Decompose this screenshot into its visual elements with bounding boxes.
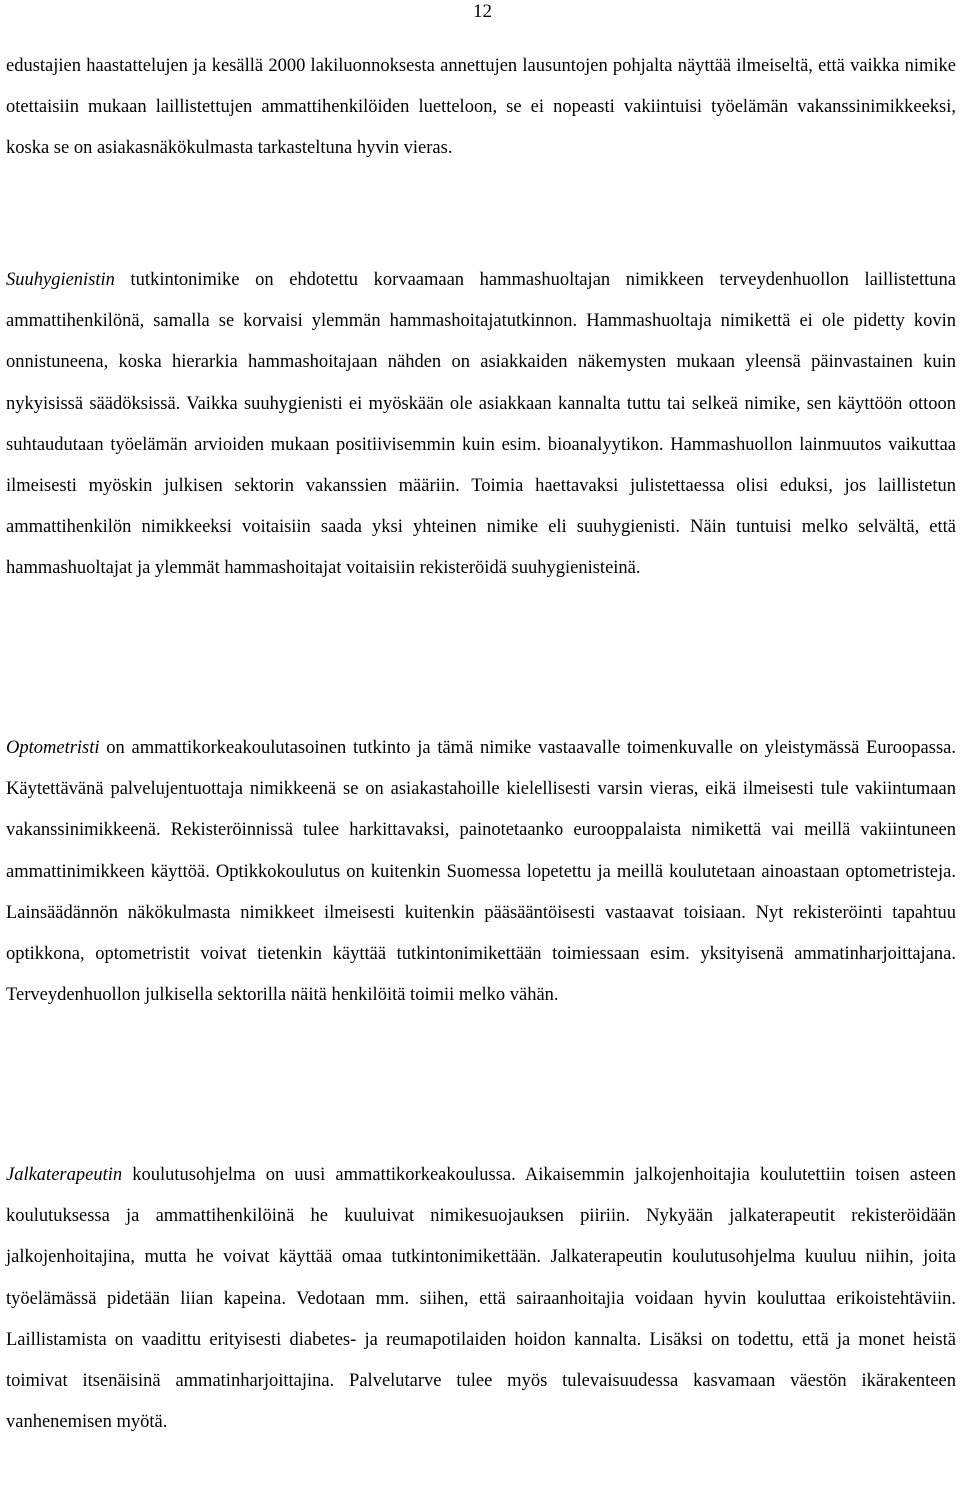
paragraph-text: tutkintonimike on ehdotettu korvaamaan hammashuoltajan nimikkeen terveydenhuollon laillistettuna ammattihenkilönä, samalla se korvaisi ylemmän hammashoitajatutkinnon. Hammashuoltaja nimikettä ei ole pidetty kovin onnistuneena, koska hierarkia hammashoitajaan nähden on asiakkaiden näkemysten mukaan yleensä päinvastainen kuin nykyisissä säädöksissä. Vaikka suuhygienisti ei myöskään ole asiakkaan kannalta tuttu tai selkeä nimike, sen käyttöön ottoon suhtaudutaan työelämän arvioiden mukaan positiivisemmin kuin esim. bioanalyytikon. Hammashuollon lainmuutos vaikuttaa ilmeisesti myöskin julkisen sektorin vakanssien määriin. Toimia haettavaksi julistettaessa olisi eduksi, jos laillistetun ammattihenkilön nimikkeeksi voitaisiin saada yksi yhteinen nimike eli suuhygienisti. Näin tuntuisi melko selvältä, että hammashuoltajat ja ylemmät hammashoitajat voitaisiin rekisteröidä suuhygienisteinä.	[6, 270, 956, 579]
paragraph-text: on ammattikorkeakoulutasoinen tutkinto ja tämä nimike vastaavalle toimenkuvalle on yleistymässä Euroopassa. Käytettävänä palvelujentuottaja nimikkeenä se on asiakastahoille kielellisesti varsin vieras, eikä ilmeisesti tule vakiintumaan vakanssinimikkeenä. Rekisteröinnissä tulee harkittavaksi, painotetaanko eurooppalaista nimikettä vai meillä vakiintuneen ammattinimikkeen käyttöä. Optikkokoulutus on kuitenkin Suomessa lopetettu ja meillä koulutetaan ainoastaan optometristeja. Lainsäädännön näkökulmasta nimikkeet ilmeisesti kuitenkin pääsääntöisesti vastaavat toisiaan. Nyt rekisteröinti tapahtuu optikkona, optometristit voivat tietenkin käyttää tutkintonimikettään toimiessaan esim. yksityisenä ammatinharjoittajana. Terveydenhuollon julkisella sektorilla näitä henkilöitä toimii melko vähän.	[6, 738, 956, 1006]
paragraph-optometristi	[6, 728, 956, 1016]
term-optometristi: Optometristi	[6, 738, 100, 758]
paragraph-intro	[6, 46, 956, 170]
term-suuhygienisti: Suuhygienistin	[6, 270, 115, 290]
term-jalkaterapeutti: Jalkaterapeutin	[6, 1165, 123, 1185]
paragraph-jalkaterapeutti	[6, 1155, 956, 1443]
paragraph-suuhygienisti	[6, 260, 956, 590]
paragraph-text: edustajien haastattelujen ja kesällä 2000 lakiluonnoksesta annettujen lausuntojen pohjalta näyttää ilmeiseltä, että vaikka nimike otettaisiin mukaan laillistettujen ammattihenkilöiden luetteloon, se ei nopeasti vakiintuisi työelämän vakanssinimikkeeksi, koska se on asiakasnäkökulmasta tarkasteltuna hyvin vieras.	[6, 56, 956, 159]
page-number: 12	[473, 1, 492, 22]
paragraph-text: koulutusohjelma on uusi ammattikorkeakoulussa. Aikaisemmin jalkojenhoitajia koulutettiin toisen asteen koulutuksessa ja ammattihenkilöinä he kuuluivat nimikesuojauksen piiriin. Nykyään jalkaterapeutit rekisteröidään jalkojenhoitajina, mutta he voivat käyttää omaa tutkintonimikettään. Jalkaterapeutin koulutusohjelma kuuluu niihin, joita työelämässä pidetään liian kapeina. Vedotaan mm. siihen, että sairaanhoitajia voidaan hyvin kouluttaa erikoistehtäviin. Laillistamista on vaadittu erityisesti diabetes- ja reumapotilaiden hoidon kannalta. Lisäksi on todettu, että ja monet heistä toimivat itsenäisinä ammatinharjoittajina. Palvelutarve tulee myös tulevaisuudessa kasvamaan väestön ikärakenteen vanhenemisen myötä.	[6, 1165, 956, 1433]
